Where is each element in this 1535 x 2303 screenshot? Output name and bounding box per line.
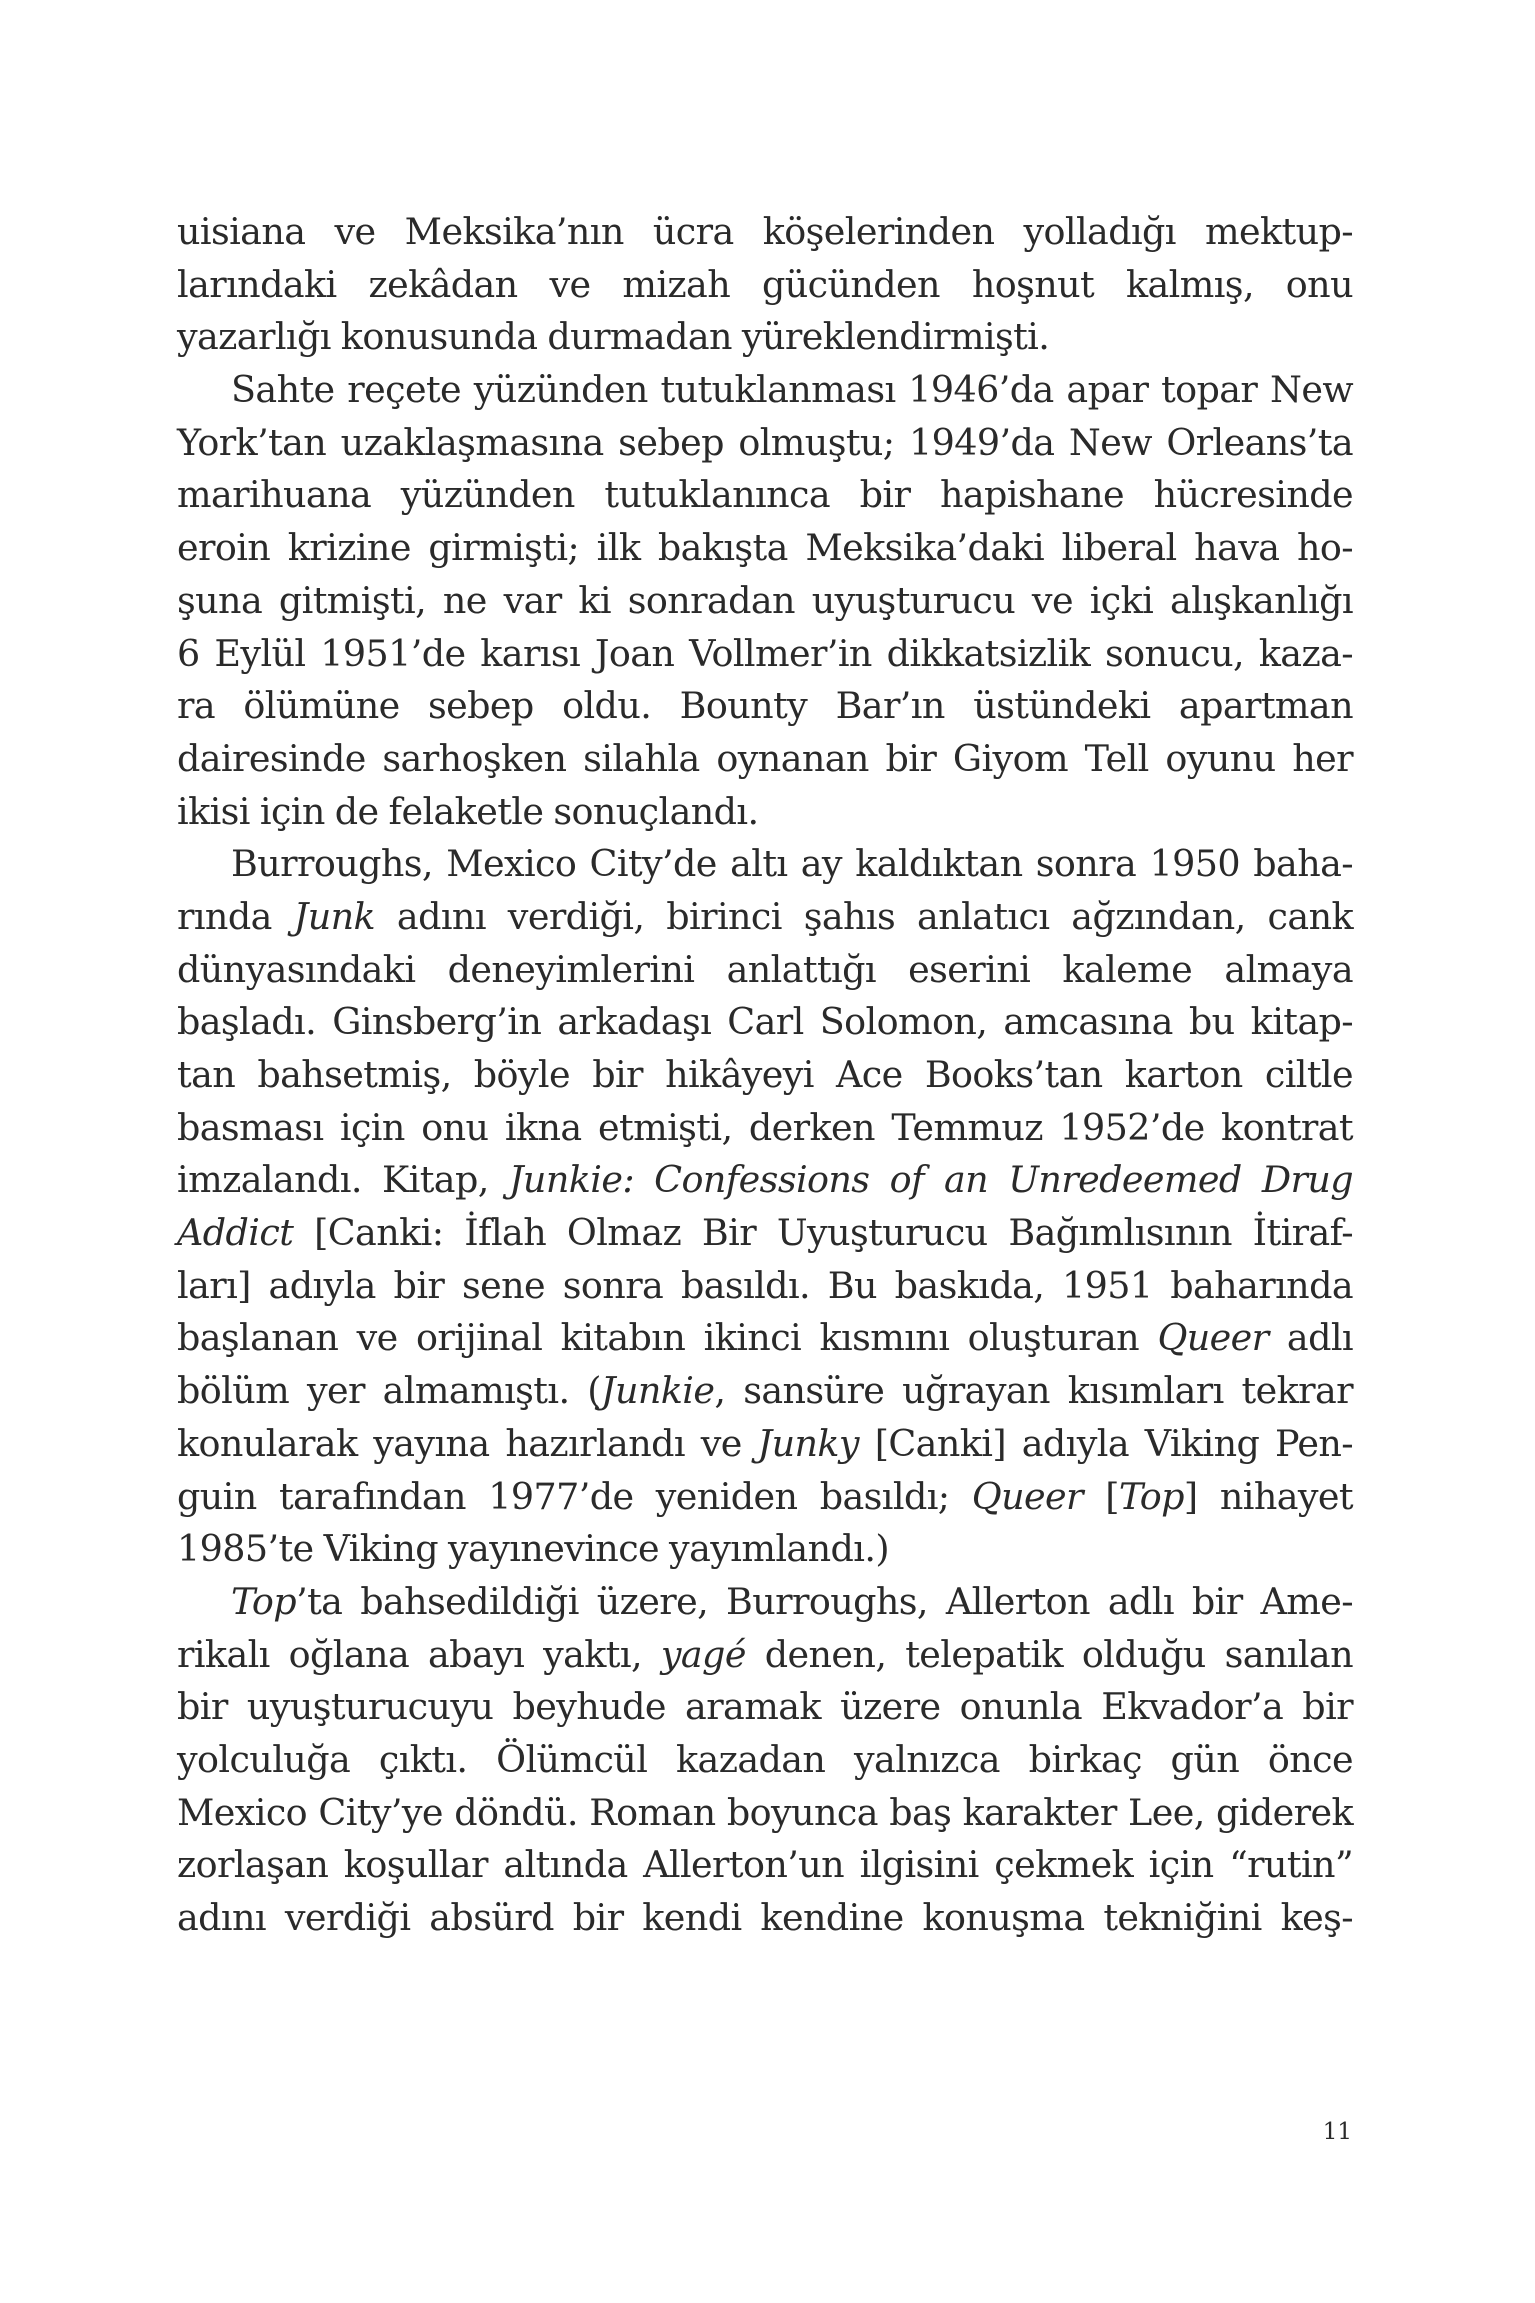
text-line: yolculuğa çıktı. Ölümcül kazadan yalnızca birkaç gün önce (177, 1737, 1353, 1781)
text-line: şuna gitmişti, ne var ki sonradan uyuşturucu ve içki alışkanlığı (177, 578, 1353, 622)
text-line: imzalandı. Kitap, Junkie: Confessions of an Unredeemed Drug (177, 1158, 1353, 1202)
text-line: York’tan uzaklaşmasına sebep olmuştu; 1949’da New Orleans’ta (177, 420, 1353, 464)
text-line: başladı. Ginsberg’in arkadaşı Carl Solomon, amcasına bu kitap- (177, 1000, 1353, 1044)
text-line: Addict [Canki: İflah Olmaz Bir Uyuşturucu Bağımlısının İtiraf- (177, 1211, 1353, 1255)
text-line: tan bahsetmiş, böyle bir hikâyeyi Ace Books’tan karton ciltle (177, 1053, 1353, 1096)
text-line: Mexico City’ye döndü. Roman boyunca baş karakter Lee, giderek (177, 1790, 1353, 1834)
text-line: ra ölümüne sebep oldu. Bounty Bar’ın üstündeki apartman (177, 684, 1353, 728)
text-line: dairesinde sarhoşken silahla oynanan bir Giyom Tell oyunu her (177, 736, 1353, 780)
text-line: 1985’te Viking yayınevince yayımlandı.) (177, 1527, 889, 1571)
paragraph (177, 364, 1353, 838)
text-line: Top’ta bahsedildiği üzere, Burroughs, Allerton adlı bir Ame- (231, 1579, 1353, 1623)
text-line: 6 Eylül 1951’de karısı Joan Vollmer’in dikkatsizlik sonucu, kaza- (177, 631, 1353, 675)
text-line: bir uyuşturucuyu beyhude aramak üzere onunla Ekvador’a bir (177, 1685, 1353, 1729)
paragraph (177, 206, 1353, 364)
text-line: rikalı oğlana abayı yaktı, yagé denen, telepatik olduğu sanılan (177, 1632, 1353, 1676)
text-line: başlanan ve orijinal kitabın ikinci kısmını oluşturan Queer adlı (177, 1316, 1353, 1360)
paragraph (177, 838, 1353, 1576)
text-line: basması için onu ikna etmişti, derken Temmuz 1952’de kontrat (177, 1105, 1353, 1149)
paragraph (177, 1576, 1353, 1945)
text-line: dünyasındaki deneyimlerini anlattığı eserini kaleme almaya (177, 947, 1353, 991)
text-line: bölüm yer almamıştı. (Junkie, sansüre uğrayan kısımları tekrar (177, 1369, 1353, 1413)
text-line: Burroughs, Mexico City’de altı ay kaldıktan sonra 1950 baha- (231, 842, 1353, 886)
text-line: ları] adıyla bir sene sonra basıldı. Bu baskıda, 1951 baharında (177, 1263, 1353, 1307)
text-line: Sahte reçete yüzünden tutuklanması 1946’da apar topar New (231, 368, 1353, 412)
text-line: larındaki zekâdan ve mizah gücünden hoşnut kalmış, onu (177, 262, 1353, 306)
text-line: uisiana ve Meksika’nın ücra köşelerinden yolladığı mektup- (177, 210, 1353, 253)
text-line: ikisi için de felaketle sonuçlandı. (177, 789, 759, 833)
text-line: rında Junk adını verdiği, birinci şahıs anlatıcı ağzından, cank (177, 894, 1353, 938)
body-text (177, 206, 1353, 1945)
text-line: zorlaşan koşullar altında Allerton’un ilgisini çekmek için “rutin” (177, 1843, 1353, 1887)
text-line: guin tarafından 1977’de yeniden basıldı; Queer [Top] nihayet (177, 1474, 1353, 1518)
text-line: eroin krizine girmişti; ilk bakışta Meksika’daki liberal hava ho- (177, 526, 1353, 570)
text-line: yazarlığı konusunda durmadan yüreklendirmişti. (177, 315, 1050, 359)
text-line: adını verdiği absürd bir kendi kendine konuşma tekniğini keş- (177, 1896, 1353, 1939)
page-number: 11 (1322, 2119, 1352, 2145)
text-line: konularak yayına hazırlandı ve Junky [Canki] adıyla Viking Pen- (177, 1421, 1353, 1465)
text-line: marihuana yüzünden tutuklanınca bir hapishane hücresinde (177, 473, 1353, 517)
